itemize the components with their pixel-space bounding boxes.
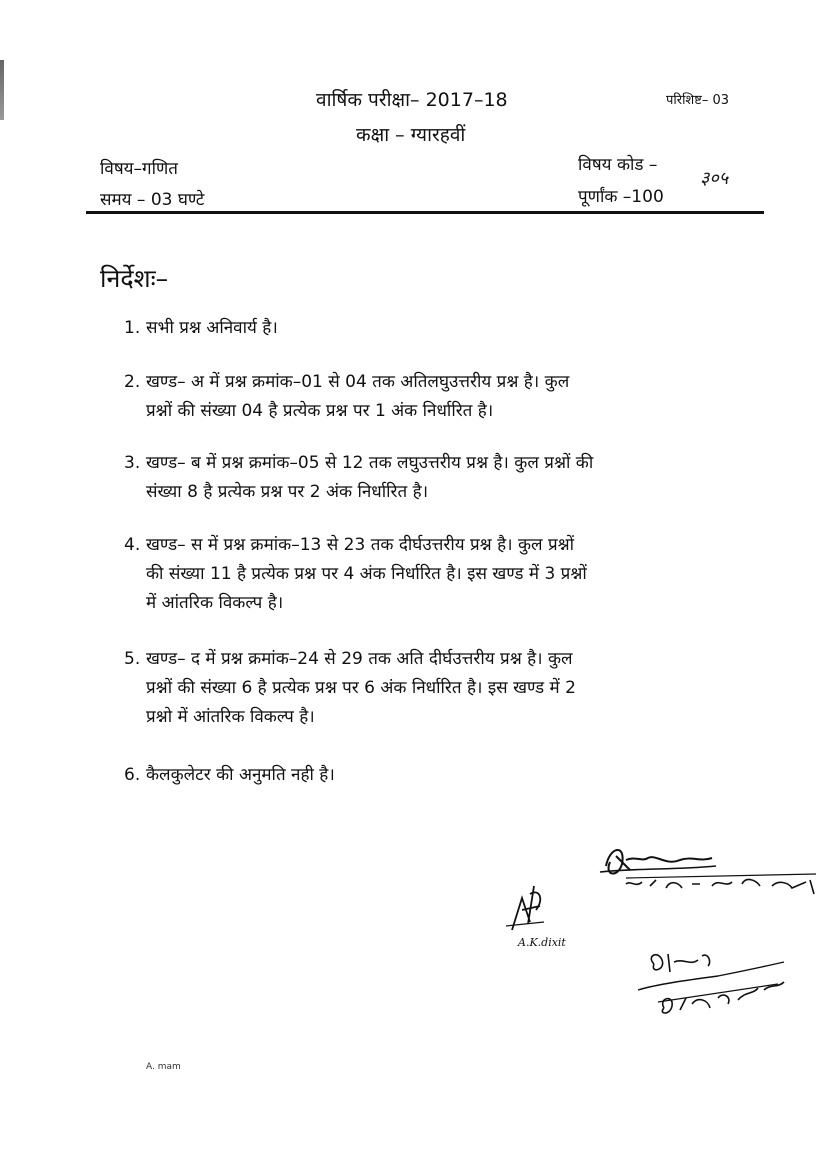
instruction-line: सभी प्रश्न अनिवार्य है। <box>146 318 278 338</box>
svg-text:A.K.dixit: A.K.dixit <box>518 936 566 949</box>
scan-edge-mark <box>0 60 4 120</box>
instruction-item-3 <box>124 449 593 507</box>
instruction-number: 2. <box>124 372 141 392</box>
instruction-number: 4. <box>124 535 141 555</box>
instruction-item-6 <box>124 761 335 790</box>
footer-note: A. mam <box>146 1062 181 1072</box>
signature-1 <box>596 836 826 908</box>
instruction-item-4 <box>124 531 587 618</box>
instruction-number: 3. <box>124 453 141 473</box>
instruction-line: प्रश्नों की संख्या 04 है प्रत्येक प्रश्न पर 1 अंक निर्धारित है। <box>146 401 494 421</box>
class-label: कक्षा – ग्यारहवीं <box>356 124 466 146</box>
instruction-line: खण्ड– अ में प्रश्न क्रमांक–01 से 04 तक अतिलघुउत्तरीय प्रश्न है। कुल <box>146 372 570 392</box>
signature-3 <box>628 944 798 1028</box>
instruction-item-2 <box>124 368 569 426</box>
instruction-line: कैलकुलेटर की अनुमति नही है। <box>146 765 335 785</box>
exam-title: वार्षिक परीक्षा– 2017–18 <box>316 89 508 111</box>
full-marks-label: पूर्णांक –100 <box>578 187 664 207</box>
time-label: समय – 03 घण्टे <box>100 190 205 210</box>
instruction-line: प्रश्नों की संख्या 6 है प्रत्येक प्रश्न पर 6 अंक निर्धारित है। इस खण्ड में 2 <box>146 678 576 698</box>
instruction-line: संख्या 8 है प्रत्येक प्रश्न पर 2 अंक निर्धारित है। <box>146 482 429 502</box>
instruction-number: 1. <box>124 318 141 338</box>
instruction-line: की संख्या 11 है प्रत्येक प्रश्न पर 4 अंक निर्धारित है। इस खण्ड में 3 प्रश्नों <box>146 564 587 584</box>
instruction-line: खण्ड– ब में प्रश्न क्रमांक–05 से 12 तक लघुउत्तरीय प्रश्न है। कुल प्रश्नों की <box>146 453 594 473</box>
subject-code-label: विषय कोड – <box>578 155 658 175</box>
instruction-line: खण्ड– द में प्रश्न क्रमांक–24 से 29 तक अति दीर्घउत्तरीय प्रश्न है। कुल <box>146 649 573 669</box>
instruction-number: 6. <box>124 765 141 785</box>
signature-2 <box>500 880 620 952</box>
instruction-line: में आंतरिक विकल्प है। <box>146 593 284 613</box>
instruction-line: खण्ड– स में प्रश्न क्रमांक–13 से 23 तक दीर्घउत्तरीय प्रश्न है। कुल प्रश्नों <box>146 535 575 555</box>
instruction-line: प्रश्नो में आंतरिक विकल्प है। <box>146 707 315 727</box>
subject-code-handwritten: ३०५ <box>700 168 729 189</box>
instruction-item-5 <box>124 645 576 732</box>
instruction-number: 5. <box>124 649 141 669</box>
instructions-heading: निर्देशः– <box>100 264 169 293</box>
instruction-item-1 <box>124 314 278 343</box>
subject-label: विषय–गणित <box>100 159 178 179</box>
header-divider <box>86 211 764 214</box>
appendix-label: परिशिष्ट– 03 <box>666 93 730 108</box>
